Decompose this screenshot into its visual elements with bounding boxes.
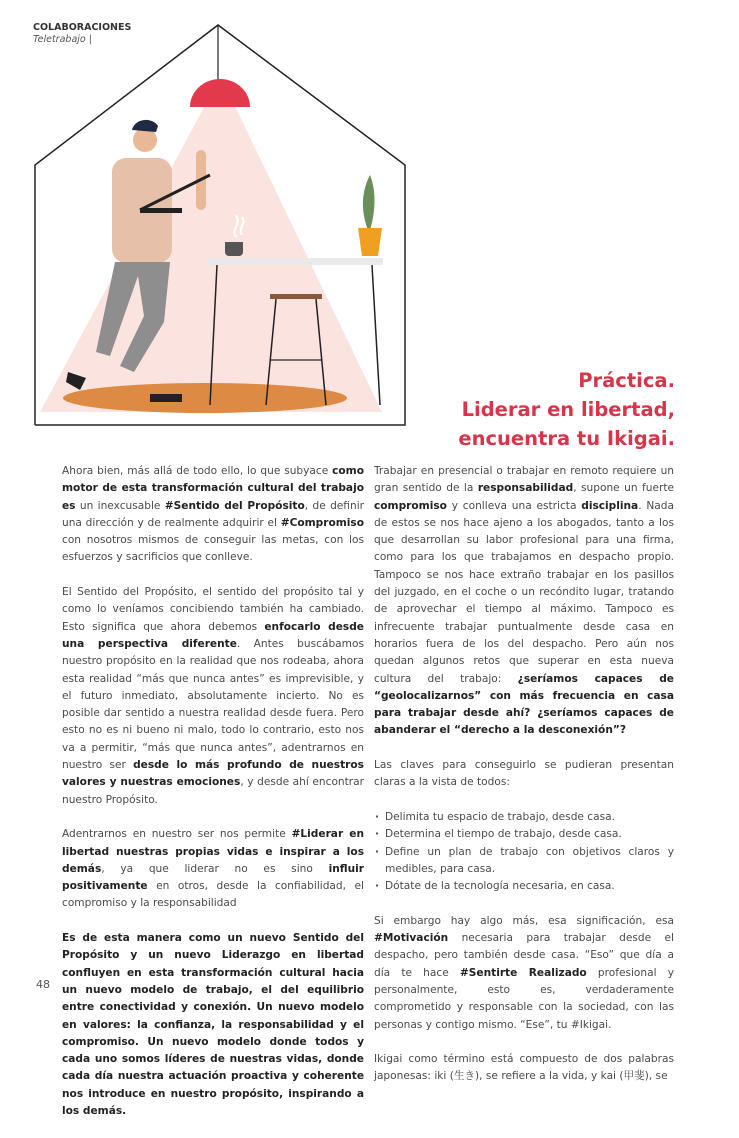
emphasis-text: desde lo más profundo de nuestros valores y nuestras emociones xyxy=(62,759,364,789)
emphasis-text: responsabilidad xyxy=(477,482,574,495)
body-text: , y desde ahí encontrar nuestro Propósito. xyxy=(62,776,364,806)
body-paragraph xyxy=(62,826,364,912)
left-column xyxy=(62,463,364,1138)
table-top xyxy=(207,258,383,265)
lamp-shade xyxy=(190,79,250,107)
plant-leaves xyxy=(363,175,375,230)
body-text: . Nada de estos se nos hace ajeno a los abogados, tanto a los que desarrollan su labor profesional para una firma, como para los que trabajamos en despacho propio. Tampoco se nos hace extraño trabajar en los pasillos del juzgado, en el coche o un recóndito lugar, tratando de aprovechar el tiempo al máximo. Tampoco es infrecuente trabajar puntualmente desde casa en horarios fuera de los del despacho. Pero aún nos quedan algunos retos que superar en esta nueva cultura del trabajo: xyxy=(374,499,674,685)
page-number: 48 xyxy=(36,978,50,991)
title-line: encuentra tu Ikigai. xyxy=(458,427,675,450)
right-column xyxy=(374,463,674,1103)
emphasis-text: #Sentido del Propósito xyxy=(164,499,305,512)
emphasis-text: como motor de esta transformación cultural del trabajo es xyxy=(62,465,364,512)
body-text: necesaria para trabajar desde el despacho, pero también desde casa. “Eso” que día a día te hace xyxy=(374,932,674,979)
body-paragraph xyxy=(374,1051,674,1086)
section-label: COLABORACIONES xyxy=(33,22,132,33)
body-paragraph xyxy=(374,757,674,792)
emphasis-text: ¿seríamos capaces de “geolocalizarnos” con más frecuencia en casa para trabajar desde ahí? ¿seríamos capaces de abanderar el “derecho a la desconexión”? xyxy=(374,672,674,737)
body-text: Ahora bien, más allá de todo ello, lo que subyace xyxy=(62,465,333,477)
body-text: y conlleva una estricta xyxy=(446,499,582,512)
body-text: , de definir una dirección y de realmente adquirir el xyxy=(62,499,364,529)
emphasis-text: influir positivamente xyxy=(62,862,364,893)
list-item: · Dótate de la tecnología necesaria, en casa. xyxy=(374,878,674,895)
key-list xyxy=(374,809,674,895)
title-line: Liderar en libertad, xyxy=(461,398,675,421)
list-item: · Delimita tu espacio de trabajo, desde casa. xyxy=(374,809,674,826)
body-text: un inexcusable xyxy=(75,499,165,512)
floor-rug xyxy=(63,383,347,413)
subsection-label: Teletrabajo | xyxy=(33,34,92,45)
body-text: El Sentido del Propósito, el sentido del propósito tal y como lo veníamos concibiendo también ha cambiado. Esto significa que ahora debemos xyxy=(62,586,364,633)
emphasis-text: disciplina xyxy=(581,499,639,512)
body-text: , ya que liderar no es sino xyxy=(101,862,329,875)
emphasis-text: #Compromiso xyxy=(280,516,364,529)
body-text: en otros, desde la confiabilidad, el compromiso y la responsabilidad xyxy=(62,880,364,910)
list-item: · Determina el tiempo de trabajo, desde casa. xyxy=(374,826,674,843)
body-paragraph xyxy=(62,463,364,567)
body-paragraph xyxy=(62,930,364,1120)
body-text: , supone un fuerte xyxy=(573,482,674,495)
emphasis-text: enfocarlo desde una perspectiva diferente xyxy=(62,620,364,650)
list-item: · Define un plan de trabajo con objetivos claros y medibles, para casa. xyxy=(374,844,674,879)
emphasis-text: #Sentirte Realizado xyxy=(459,966,587,979)
body-text: profesional y personalmente, esto es, verdaderamente comprometido y responsable con la sociedad, con las personas y contigo mismo. “Ese”, tu #Ikigai. xyxy=(374,966,674,1031)
body-text: Las claves para conseguirlo se pudieran presentan claras a la vista de todos: xyxy=(374,759,674,789)
stool-seat xyxy=(270,294,322,299)
coffee-cup xyxy=(225,242,243,256)
body-paragraph xyxy=(374,463,674,740)
body-text: Trabajar en presencial o trabajar en remoto requiere un gran sentido de la xyxy=(374,465,674,495)
title-line: Práctica. xyxy=(578,369,675,392)
body-text: Si embargo hay algo más, esa significación, esa xyxy=(374,914,674,927)
light-cone xyxy=(40,100,382,412)
emphasis-text: #Motivación xyxy=(374,932,449,945)
emphasis-text: compromiso xyxy=(374,499,447,512)
body-paragraph xyxy=(374,913,674,1034)
body-text: Adentrarnos en nuestro ser nos permite xyxy=(62,828,292,841)
body-text: Ikigai como término está compuesto de dos palabras japonesas: iki (生き), se refiere a la vida, y kai (甲斐), se xyxy=(374,1053,674,1083)
body-text: . Antes buscábamos nuestro propósito en la realidad que nos rodeaba, ahora esta realidad “más que nunca antes” es imprevisible, y el futuro inmediato, absolutamente incierto. No es posible dar sentido a nuestra realidad desde fuera. Pero esto no es ni bueno ni malo, todo lo contrario, esto nos va a permitir, “más que nunca antes”, adentrarnos en nuestro ser xyxy=(62,637,364,772)
body-text: con nosotros mismos de conseguir las metas, con los esfuerzos y sacrificios que conlleve. xyxy=(62,534,364,564)
emphasis-text: #Liderar en libertad nuestras propias vidas e inspirar a los demás xyxy=(62,828,365,875)
plant-pot xyxy=(358,228,382,256)
article-title xyxy=(458,366,675,453)
emphasis-text: Es de esta manera como un nuevo Sentido del Propósito y un nuevo Liderazgo en libertad confluyen en esta transformación cultural hacia un nuevo modelo de trabajo, el del equilibrio entre conectividad y conexión. Un nuevo modelo en valores: la confianza, la responsabilidad y el compromiso. Un nuevo modelo donde todos y cada uno somos líderes de nuestras vidas, donde cada día nuestra actuación proactiva y coherente nos introduce en nuestro propósito, inspirando a los demás. xyxy=(62,932,364,1117)
body-paragraph xyxy=(62,584,364,809)
